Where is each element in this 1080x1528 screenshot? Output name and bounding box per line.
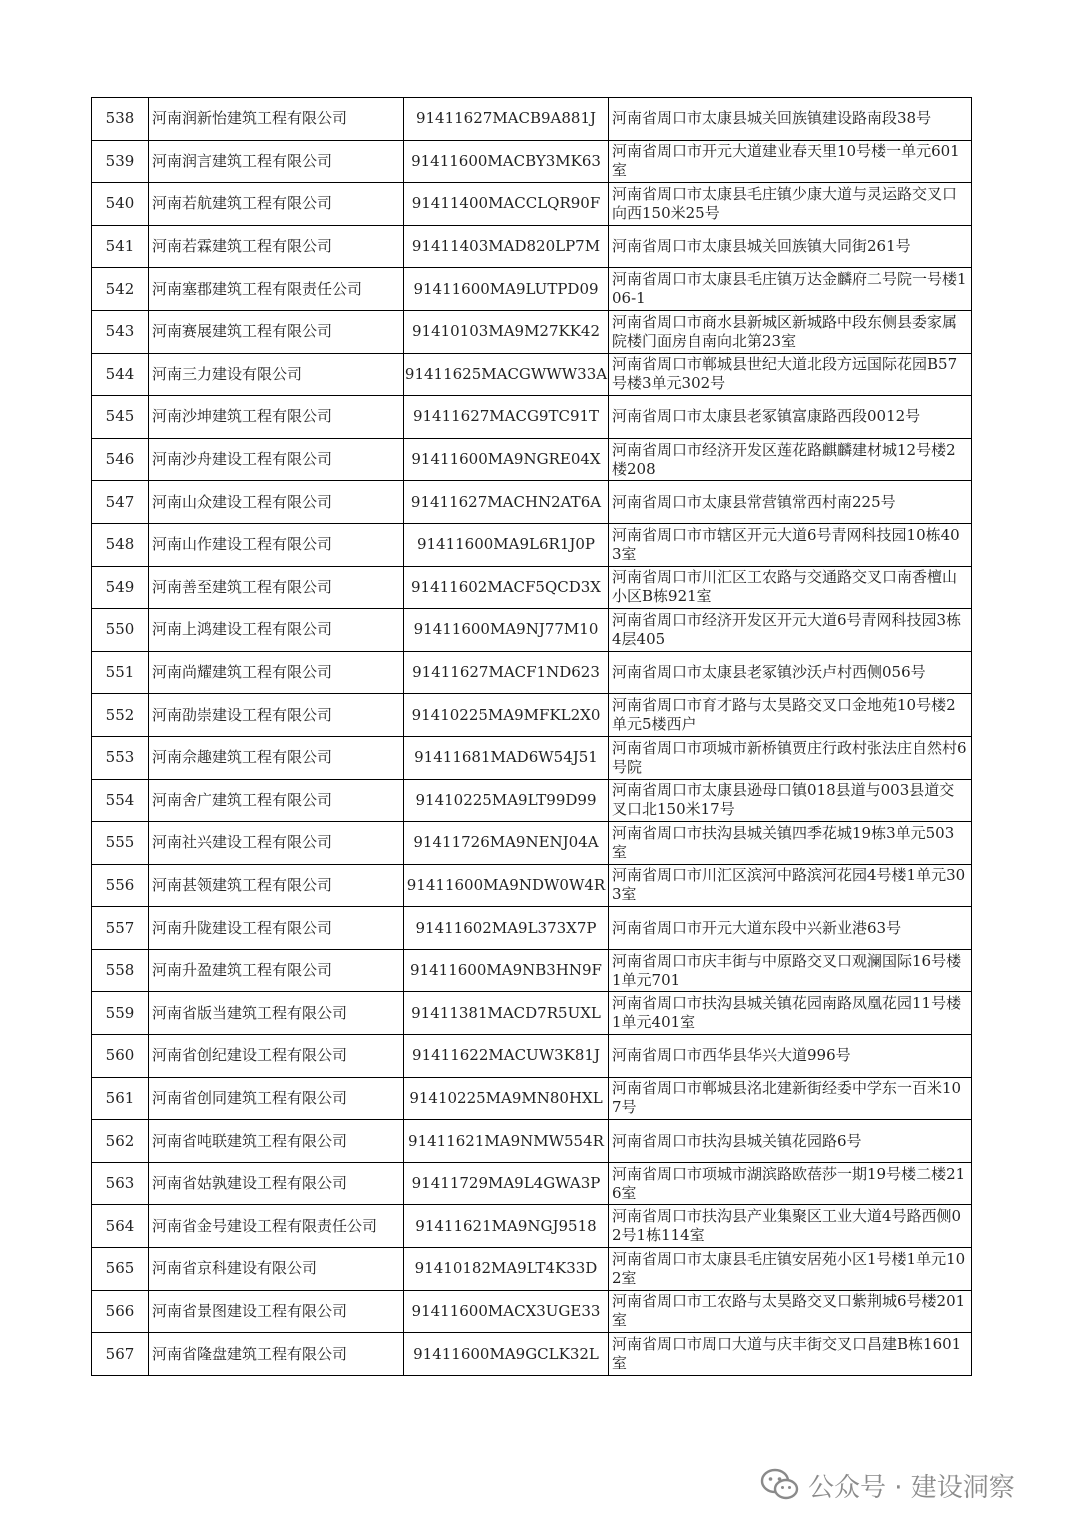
credit-code: 91410225MA9MFKL2X0	[404, 694, 609, 737]
table-row	[92, 396, 972, 439]
row-number: 564	[92, 1205, 149, 1248]
company-name: 河南润新怡建筑工程有限公司	[149, 98, 404, 141]
table-row	[92, 949, 972, 992]
row-number: 560	[92, 1035, 149, 1078]
credit-code: 91411627MACG9TC91T	[404, 396, 609, 439]
company-address: 河南省周口市周口大道与庆丰街交叉口昌建B栋1601室	[609, 1333, 972, 1376]
table-row	[92, 1205, 972, 1248]
table-row	[92, 310, 972, 353]
table-row	[92, 694, 972, 737]
table-row	[92, 1035, 972, 1078]
company-address: 河南省周口市开元大道建业春天里10号楼一单元601室	[609, 140, 972, 183]
table-row	[92, 779, 972, 822]
company-name: 河南山众建设工程有限公司	[149, 481, 404, 524]
row-number: 546	[92, 438, 149, 481]
table-row	[92, 140, 972, 183]
table-row	[92, 98, 972, 141]
credit-code: 91411600MACX3UGE33	[404, 1290, 609, 1333]
company-name: 河南省隆盘建筑工程有限公司	[149, 1333, 404, 1376]
company-name: 河南省版当建筑工程有限公司	[149, 992, 404, 1035]
company-address: 河南省周口市太康县老冢镇富康路西段0012号	[609, 396, 972, 439]
company-name: 河南省姑孰建设工程有限公司	[149, 1162, 404, 1205]
table-body	[92, 98, 972, 1376]
company-name: 河南润言建筑工程有限公司	[149, 140, 404, 183]
company-name: 河南若霖建筑工程有限公司	[149, 225, 404, 268]
company-address: 河南省周口市川汇区滨河中路滨河花园4号楼1单元303室	[609, 864, 972, 907]
row-number: 552	[92, 694, 149, 737]
company-address: 河南省周口市扶沟县城关镇花园路6号	[609, 1120, 972, 1163]
company-address: 河南省周口市太康县城关回族镇建设路南段38号	[609, 98, 972, 141]
row-number: 566	[92, 1290, 149, 1333]
company-address: 河南省周口市太康县老冢镇沙沃卢村西侧056号	[609, 651, 972, 694]
company-name: 河南省金号建设工程有限责任公司	[149, 1205, 404, 1248]
registry-table	[91, 97, 972, 1376]
company-name: 河南尚耀建筑工程有限公司	[149, 651, 404, 694]
credit-code: 91411625MACGWWW33A	[404, 353, 609, 396]
company-address: 河南省周口市开元大道东段中兴新业港63号	[609, 907, 972, 950]
table-row	[92, 864, 972, 907]
credit-code: 91411622MACUW3K81J	[404, 1035, 609, 1078]
table-row	[92, 1162, 972, 1205]
company-address: 河南省周口市工农路与太昊路交叉口紫荆城6号楼201室	[609, 1290, 972, 1333]
row-number: 540	[92, 183, 149, 226]
row-number: 543	[92, 310, 149, 353]
company-address: 河南省周口市庆丰街与中原路交叉口观澜国际16号楼1单元701	[609, 949, 972, 992]
credit-code: 91411621MA9NMW554R	[404, 1120, 609, 1163]
table-row	[92, 438, 972, 481]
credit-code: 91411403MAD820LP7M	[404, 225, 609, 268]
company-name: 河南山作建设工程有限公司	[149, 523, 404, 566]
credit-code: 91411600MA9NJ77M10	[404, 609, 609, 652]
credit-code: 91411600MA9GCLK32L	[404, 1333, 609, 1376]
credit-code: 91411600MACBY3MK63	[404, 140, 609, 183]
row-number: 556	[92, 864, 149, 907]
company-name: 河南省京科建设有限公司	[149, 1248, 404, 1291]
company-address: 河南省周口市扶沟县产业集聚区工业大道4号路西侧02号1栋114室	[609, 1205, 972, 1248]
table-row	[92, 907, 972, 950]
row-number: 550	[92, 609, 149, 652]
company-name: 河南社兴建设工程有限公司	[149, 822, 404, 865]
company-address: 河南省周口市经济开发区开元大道6号青网科技园3栋4层405	[609, 609, 972, 652]
credit-code: 91410225MA9MN80HXL	[404, 1077, 609, 1120]
company-name: 河南省吨联建筑工程有限公司	[149, 1120, 404, 1163]
row-number: 542	[92, 268, 149, 311]
company-address: 河南省周口市项城市新桥镇贾庄行政村张法庄自然村6号院	[609, 736, 972, 779]
company-address: 河南省周口市育才路与太昊路交叉口金地苑10号楼2单元5楼西户	[609, 694, 972, 737]
row-number: 553	[92, 736, 149, 779]
company-name: 河南沙舟建设工程有限公司	[149, 438, 404, 481]
table-row	[92, 1290, 972, 1333]
table-row	[92, 1333, 972, 1376]
row-number: 538	[92, 98, 149, 141]
company-name: 河南升盈建筑工程有限公司	[149, 949, 404, 992]
row-number: 563	[92, 1162, 149, 1205]
table-row	[92, 651, 972, 694]
table-row	[92, 609, 972, 652]
company-address: 河南省周口市郸城县洺北建新街经委中学东一百米107号	[609, 1077, 972, 1120]
company-name: 河南佘趣建筑工程有限公司	[149, 736, 404, 779]
table-row	[92, 992, 972, 1035]
credit-code: 91411602MACF5QCD3X	[404, 566, 609, 609]
row-number: 539	[92, 140, 149, 183]
row-number: 557	[92, 907, 149, 950]
table-row	[92, 566, 972, 609]
row-number: 549	[92, 566, 149, 609]
credit-code: 91411400MACCLQR90F	[404, 183, 609, 226]
credit-code: 91411621MA9NGJ9518	[404, 1205, 609, 1248]
company-name: 河南沙坤建筑工程有限公司	[149, 396, 404, 439]
row-number: 567	[92, 1333, 149, 1376]
company-name: 河南若航建筑工程有限公司	[149, 183, 404, 226]
company-name: 河南善至建筑工程有限公司	[149, 566, 404, 609]
credit-code: 91411381MACD7R5UXL	[404, 992, 609, 1035]
table-row	[92, 225, 972, 268]
watermark-text: 公众号 · 建设洞察	[808, 1472, 1015, 1503]
company-address: 河南省周口市市辖区开元大道6号青网科技园10栋403室	[609, 523, 972, 566]
company-address: 河南省周口市扶沟县城关镇花园南路凤凰花园11号楼1单元401室	[609, 992, 972, 1035]
table-row	[92, 1248, 972, 1291]
company-address: 河南省周口市扶沟县城关镇四季花城19栋3单元503室	[609, 822, 972, 865]
company-address: 河南省周口市西华县华兴大道996号	[609, 1035, 972, 1078]
credit-code: 91411627MACF1ND623	[404, 651, 609, 694]
credit-code: 91411681MAD6W54J51	[404, 736, 609, 779]
company-address: 河南省周口市郸城县世纪大道北段方远国际花园B57号楼3单元302号	[609, 353, 972, 396]
table-row	[92, 1120, 972, 1163]
company-address: 河南省周口市太康县逊母口镇018县道与003县道交叉口北150米17号	[609, 779, 972, 822]
credit-code: 91410182MA9LT4K33D	[404, 1248, 609, 1291]
row-number: 545	[92, 396, 149, 439]
credit-code: 91410225MA9LT99D99	[404, 779, 609, 822]
table-row	[92, 183, 972, 226]
row-number: 561	[92, 1077, 149, 1120]
company-name: 河南省景图建设工程有限公司	[149, 1290, 404, 1333]
company-address: 河南省周口市太康县城关回族镇大同街261号	[609, 225, 972, 268]
company-name: 河南上鸿建设工程有限公司	[149, 609, 404, 652]
company-address: 河南省周口市太康县毛庄镇安居苑小区1号楼1单元102室	[609, 1248, 972, 1291]
table-row	[92, 268, 972, 311]
table-row	[92, 481, 972, 524]
credit-code: 91411729MA9L4GWA3P	[404, 1162, 609, 1205]
credit-code: 91411600MA9LUTPD09	[404, 268, 609, 311]
company-address: 河南省周口市太康县毛庄镇少康大道与灵运路交叉口向西150米25号	[609, 183, 972, 226]
table-row	[92, 353, 972, 396]
row-number: 547	[92, 481, 149, 524]
company-address: 河南省周口市太康县常营镇常西村南225号	[609, 481, 972, 524]
row-number: 565	[92, 1248, 149, 1291]
row-number: 559	[92, 992, 149, 1035]
company-address: 河南省周口市商水县新城区新城路中段东侧县委家属院楼门面房自南向北第23室	[609, 310, 972, 353]
company-name: 河南劭崇建设工程有限公司	[149, 694, 404, 737]
wechat-icon	[760, 1468, 800, 1502]
credit-code: 91411600MA9NGRE04X	[404, 438, 609, 481]
credit-code: 91411602MA9L373X7P	[404, 907, 609, 950]
company-address: 河南省周口市项城市湖滨路欧蓓莎一期19号楼二楼216室	[609, 1162, 972, 1205]
row-number: 554	[92, 779, 149, 822]
company-name: 河南省创同建筑工程有限公司	[149, 1077, 404, 1120]
row-number: 541	[92, 225, 149, 268]
company-name: 河南省创纪建设工程有限公司	[149, 1035, 404, 1078]
company-name: 河南升陇建设工程有限公司	[149, 907, 404, 950]
row-number: 548	[92, 523, 149, 566]
row-number: 551	[92, 651, 149, 694]
credit-code: 91411627MACB9A881J	[404, 98, 609, 141]
watermark	[760, 1462, 1015, 1508]
row-number: 555	[92, 822, 149, 865]
credit-code: 91411600MA9NDW0W4R	[404, 864, 609, 907]
company-address: 河南省周口市太康县毛庄镇万达金麟府二号院一号楼106-1	[609, 268, 972, 311]
company-address: 河南省周口市川汇区工农路与交通路交叉口南香檀山小区B栋921室	[609, 566, 972, 609]
company-address: 河南省周口市经济开发区莲花路麒麟建材城12号楼2楼208	[609, 438, 972, 481]
company-name: 河南塞郡建筑工程有限责任公司	[149, 268, 404, 311]
company-name: 河南赛展建筑工程有限公司	[149, 310, 404, 353]
credit-code: 91411600MA9NB3HN9F	[404, 949, 609, 992]
row-number: 544	[92, 353, 149, 396]
row-number: 558	[92, 949, 149, 992]
table-row	[92, 1077, 972, 1120]
table-row	[92, 822, 972, 865]
credit-code: 91410103MA9M27KK42	[404, 310, 609, 353]
table-row	[92, 523, 972, 566]
company-name: 河南甚领建筑工程有限公司	[149, 864, 404, 907]
credit-code: 91411600MA9L6R1J0P	[404, 523, 609, 566]
company-name: 河南三力建设有限公司	[149, 353, 404, 396]
credit-code: 91411726MA9NENJ04A	[404, 822, 609, 865]
company-name: 河南舍广建筑工程有限公司	[149, 779, 404, 822]
table-row	[92, 736, 972, 779]
row-number: 562	[92, 1120, 149, 1163]
credit-code: 91411627MACHN2AT6A	[404, 481, 609, 524]
